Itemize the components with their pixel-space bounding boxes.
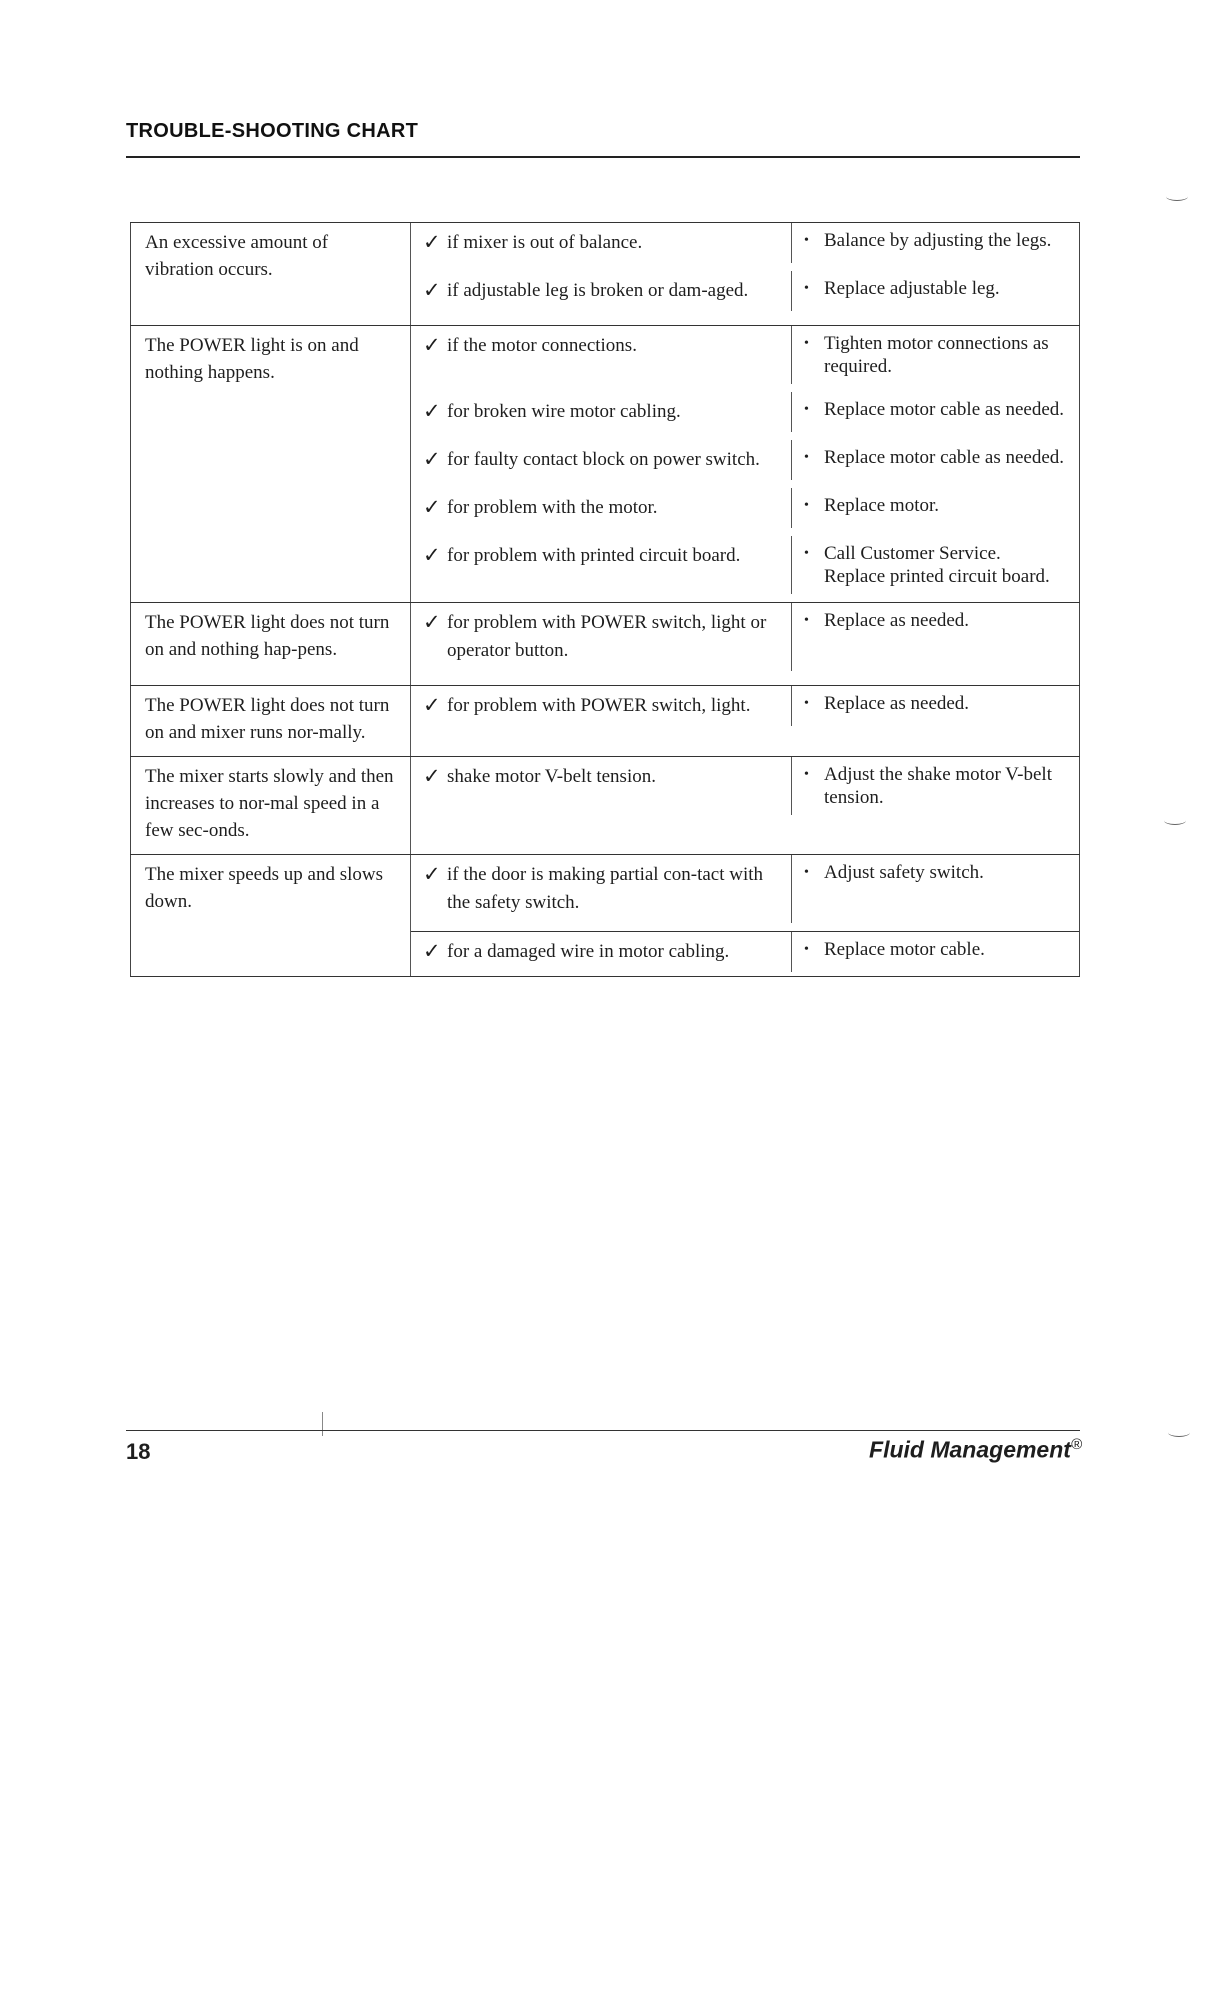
action-text: Replace motor cable as needed. [824,447,1065,468]
table-row [130,686,1080,757]
check-mark-icon: ✓ [423,693,441,717]
trouble-shooting-table [130,222,1080,977]
check-cell [411,757,791,815]
check-cell [411,932,791,972]
bullet-icon: • [804,336,809,351]
check-action-group [410,686,1080,756]
check-mark-icon: ✓ [423,230,441,254]
bullet-icon: • [804,281,809,296]
scan-artifact [1164,816,1186,825]
check-mark-icon: ✓ [423,278,441,302]
brand-name [869,1436,1082,1464]
bullet-icon: • [804,498,809,513]
action-cell [791,440,1079,480]
check-action-pair [411,603,1079,685]
page-number: 18 [126,1439,151,1464]
bullet-icon: • [804,402,809,417]
action-text: Replace as needed. [824,693,970,714]
bullet-icon: • [804,613,809,628]
check-text: if the door is making partial con-tact with the safety switch. [447,864,764,913]
check-action-pair [411,440,1079,488]
action-cell [791,757,1079,815]
problem-cell: The mixer speeds up and slows down. [130,855,410,976]
check-mark-icon: ✓ [423,543,441,567]
action-text: Replace motor. [824,495,940,516]
check-text: for problem with printed circuit board. [447,545,741,566]
check-cell [411,326,791,384]
bullet-icon: • [804,450,809,465]
check-mark-icon: ✓ [423,399,441,423]
action-text: Replace motor cable. [824,939,985,960]
page-title: TROUBLE-SHOOTING CHART [126,120,419,142]
action-text: Replace motor cable as needed. [824,399,1065,420]
check-mark-icon: ✓ [423,764,441,788]
check-cell [411,603,791,671]
brand-text: Fluid Management [869,1436,1071,1463]
table-row [130,326,1080,603]
check-mark-icon: ✓ [423,610,441,634]
footer-tick [322,1412,323,1436]
action-cell [791,932,1079,972]
action-text: Balance by adjusting the legs. [824,230,1052,251]
check-text: for faulty contact block on power switch. [447,449,760,470]
bullet-icon: • [804,696,809,711]
table-row [130,603,1080,686]
check-action-group [410,855,1080,976]
check-action-pair [411,326,1079,392]
check-action-pair [411,488,1079,536]
action-text: Replace as needed. [824,610,970,631]
action-text: Call Customer Service. Replace printed circuit board. [824,543,1050,587]
check-text: for problem with POWER switch, light or operator button. [447,612,767,661]
scan-artifact [1168,1428,1190,1437]
bullet-icon: • [804,546,809,561]
check-mark-icon: ✓ [423,862,441,886]
bullet-icon: • [804,865,809,880]
check-action-pair [411,757,1079,833]
action-cell [791,686,1079,726]
check-text: for broken wire motor cabling. [447,401,681,422]
bullet-icon: • [804,233,809,248]
action-cell [791,488,1079,528]
check-cell [411,440,791,480]
check-mark-icon: ✓ [423,447,441,471]
problem-cell: The POWER light does not turn on and mixer runs nor-mally. [130,686,410,756]
check-cell [411,686,791,726]
bullet-icon: • [804,942,809,957]
check-action-pair [411,271,1079,325]
problem-cell: The mixer starts slowly and then increases to nor-mal speed in a few sec-onds. [130,757,410,854]
check-action-pair [411,855,1079,931]
check-mark-icon: ✓ [423,939,441,963]
action-cell [791,326,1079,384]
check-text: if adjustable leg is broken or dam-aged. [447,280,749,301]
check-action-pair [411,931,1079,976]
check-cell [411,855,791,923]
footer-rule [126,1430,1080,1431]
check-action-group [410,326,1080,602]
action-cell [791,223,1079,263]
check-action-pair [411,686,1079,736]
check-action-pair [411,392,1079,440]
check-text: for problem with POWER switch, light. [447,695,751,716]
check-action-group [410,757,1080,854]
check-text: for a damaged wire in motor cabling. [447,941,730,962]
check-cell [411,488,791,528]
check-text: if mixer is out of balance. [447,232,643,253]
action-cell [791,392,1079,432]
action-text: Adjust the shake motor V-belt tension. [824,764,1052,808]
header-rule [126,156,1080,158]
check-mark-icon: ✓ [423,333,441,357]
action-text: Tighten motor connections as required. [824,333,1049,377]
check-text: if the motor connections. [447,335,637,356]
check-cell [411,392,791,432]
action-text: Replace adjustable leg. [824,278,1000,299]
check-mark-icon: ✓ [423,495,441,519]
action-cell [791,603,1079,671]
check-cell [411,223,791,263]
action-cell [791,855,1079,923]
problem-cell: The POWER light is on and nothing happens. [130,326,410,602]
check-action-group [410,603,1080,685]
table-row [130,757,1080,855]
bullet-icon: • [804,767,809,782]
check-action-group [410,223,1080,325]
check-text: for problem with the motor. [447,497,658,518]
check-text: shake motor V-belt tension. [447,766,656,787]
action-text: Adjust safety switch. [824,862,984,883]
action-cell [791,271,1079,311]
problem-cell: The POWER light does not turn on and nothing hap-pens. [130,603,410,685]
table-row [130,222,1080,326]
action-cell [791,536,1079,594]
check-action-pair [411,223,1079,271]
check-cell [411,536,791,594]
check-cell [411,271,791,311]
problem-cell: An excessive amount of vibration occurs. [130,223,410,325]
scan-artifact [1166,192,1188,201]
table-row [130,855,1080,977]
registered-mark: ® [1070,1436,1082,1453]
check-action-pair [411,536,1079,602]
